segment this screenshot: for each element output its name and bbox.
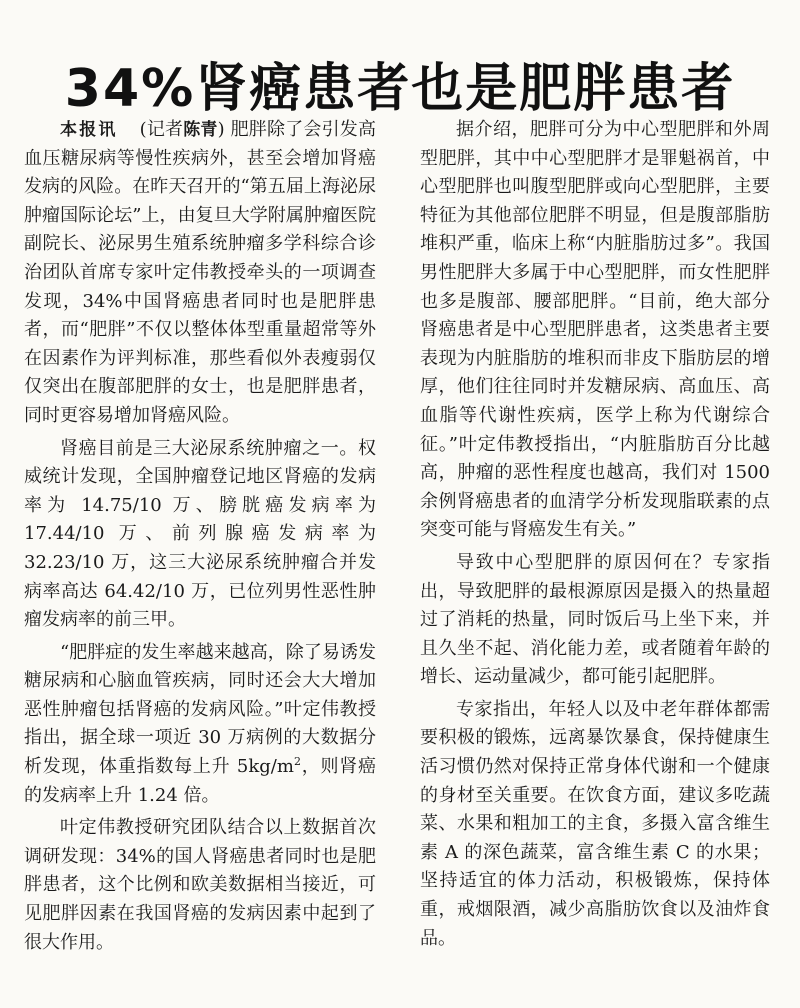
obesity-risk-tail: ，则肾癌的发病率上升 1.24 倍。	[24, 756, 376, 806]
byline-close: )	[217, 119, 225, 140]
paragraph-obesity-risk	[24, 639, 376, 811]
left-column	[24, 116, 376, 957]
obesity-risk-text: “肥胖症的发生率越来越高，除了易诱发糖尿病和心脑血管疾病，同时还会大大增加恶性肿瘤包括肾癌的发病风险。”叶定伟教授指出，据全球一项近 30 万病例的大数据分析发现，体重指数每上升 5kg/m	[24, 641, 376, 778]
paragraph-survey: 叶定伟教授研究团队结合以上数据首次调研发现：34%的国人肾癌患者同时也是肥胖患者，这个比例和欧美数据相当接近，可见肥胖因素在我国肾癌的发病因素中起到了很大作用。	[24, 817, 376, 953]
reporter-name: 陈青	[183, 120, 218, 140]
paragraph-central-obesity: 据介绍，肥胖可分为中心型肥胖和外周型肥胖，其中中心型肥胖才是罪魁祸首，中心型肥胖也叫腹型肥胖或向心型肥胖，主要特征为其他部位肥胖不明显，但是腹部脂肪堆积严重，临床上称“内脏脂肪过多”。我国男性肥胖大多属于中心型肥胖，而女性肥胖也多是腹部、腰部肥胖。“目前，绝大部分肾癌患者是中心型肥胖患者，这类患者主要表现为内脏脂肪的堆积而非皮下脂肪层的增厚，他们往往同时并发糖尿病、高血压、高血脂等代谢性疾病，医学上称为代谢综合征。”叶定伟教授指出，“内脏脂肪百分比越高，肿瘤的恶性程度也越高，我们对 1500 余例肾癌患者的血清学分析发现脂联素的点突变可能与肾癌发生有关。”	[420, 119, 770, 541]
paragraph-intro	[24, 116, 376, 431]
intro-body: 肥胖除了会引发高血压糖尿病等慢性疾病外，甚至会增加肾癌发病的风险。在昨天召开的“第五届上海泌尿肿瘤国际论坛”上，由复旦大学附属肿瘤医院副院长、泌尿男生殖系统肿瘤多学科综合诊治团队首席专家叶定伟教授牵头的一项调查发现，34%中国肾癌患者同时也是肥胖患者，而“肥胖”不仅以整体体型重量超常等外在因素作为评判标准，那些看似外表瘦弱仅仅突出在腹部肥胖的女士，也是肥胖患者，同时更容易增加肾癌风险。	[24, 119, 376, 426]
paragraph-incidence: 肾癌目前是三大泌尿系统肿瘤之一。权威统计发现，全国肿瘤登记地区肾癌的发病率为 14.75/10 万、膀胱癌发病率为 17.44/10 万、前列腺癌发病率为 32.23/10 万，这三大泌尿系统肿瘤合并发病率高达 64.42/10 万，已位列男性恶性肿瘤发病率的前三甲。	[24, 437, 376, 631]
byline-tag: 本报讯	[60, 120, 118, 140]
paragraph-advice: 专家指出，年轻人以及中老年群体都需要积极的锻炼，远离暴饮暴食，保持健康生活习惯仍然对保持正常身体代谢和一个健康的身材至关重要。在饮食方面，建议多吃蔬菜、水果和粗加工的主食，多摄入富含维生素 A 的深色蔬菜，富含维生素 C 的水果；坚持适宜的体力活动，积极锻炼，保持体重，戒烟限酒，减少高脂肪饮食以及油炸食品。	[420, 698, 770, 949]
headline: 34%肾癌患者也是肥胖患者	[64, 58, 736, 119]
byline-open: (记者	[139, 119, 184, 140]
right-column	[420, 116, 770, 953]
paragraph-causes: 导致中心型肥胖的原因何在？专家指出，导致肥胖的最根源原因是摄入的热量超过了消耗的热量，同时饭后马上坐下来，并且久坐不起、消化能力差，或者随着年龄的增长、运动量减少，都可能引起肥胖。	[420, 551, 770, 688]
superscript: 2	[293, 755, 301, 769]
